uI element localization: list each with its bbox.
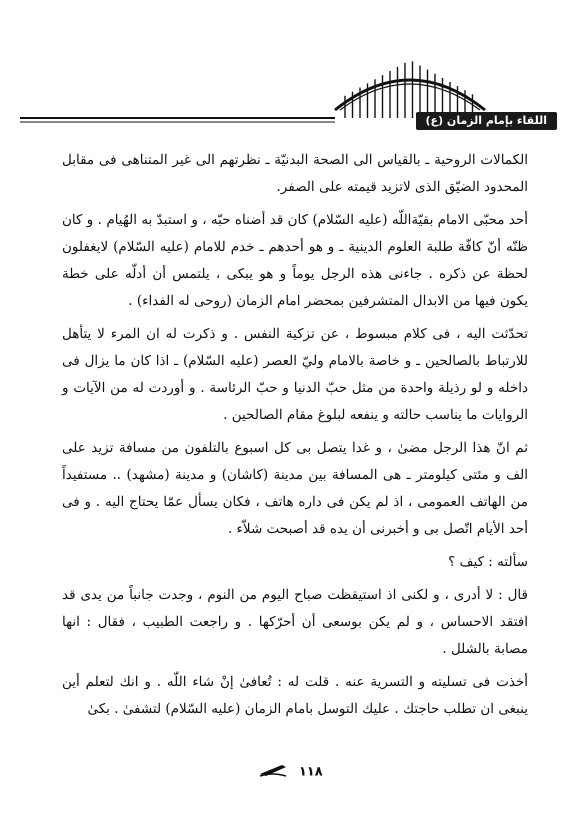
- paragraph-4: ثم انّ هذا الرجل مضىٰ ، و غدا يتصل بى كل اسبوع بالتلفون من مسافة تزيد على الف و مئتى كيلومتر ـ هى المسافة بين مدينة (كاشان) و مدينة (مشهد) .. مستفيداً من الهاتف العمومى ، اذ لم يكن فى داره هاتف ، فكان يسأل عمّا يحتاج اليه . و فى أحد الأيام اتّصل بى و أخبرنى أن يده قد أصبحت شلاّء .: [62, 440, 528, 537]
- paragraph-6: قال : لا أدرى ، و لكنى اذ استيقظت صباح اليوم من النوم ، وجدت جانباً من يدى قد افتقد الاحساس ، و لم يكن بوسعى أن أحرّكها . و راجعت الطبيب ، فقال : انها مصابة بالشلل .: [62, 587, 528, 657]
- running-header-title: اللقاء بإمام الزمان (ع): [416, 112, 557, 130]
- page-header: [0, 40, 581, 130]
- paragraph-2: أحد محبّى الامام بقيّةاللّه (عليه السّلام) كان قد أضناه حبّه ، و استبدّ به الهُيام . و كان ظنّه أنّ كافّة طلبة العلوم الدينية ـ و هو أحدهم ـ خدم للامام (عليه السّلام) لايغفلون لحظة عن ذكره . جاءنى هذه الرجل يوماً و هو يبكى ، يلتمس أن أدلّه على خطة يكون فيها من الابدال المتشرفين بمحضر امام الزمان (روحى له الفداء) .: [62, 212, 528, 309]
- quill-pen-icon: [258, 762, 288, 782]
- paragraph-1: الكمالات الروحية ـ بالقياس الى الصحة البدنيّة ـ نظرتهم الى غير المتناهى فى مقابل المحدود الضيّق الذى لاتزيد قيمته على الصفر.: [62, 152, 528, 195]
- paragraph-3: تحدّثت اليه ، فى كلام مبسوط ، عن تزكية النفس . و ذكرت له ان المرء لا يتأهل للارتباط بالصالحين ـ و خاصة بالامام وليّ العصر (عليه السّلام) ـ اذا كان ما يزال فى داخله و لو رذيلة واحدة من مثل حبّ الدنيا و حبّ الرئاسة . و أوردت له من الآيات و الروايات ما يناسب حالته و ينفعه لبلوغ مقام الصالحين .: [62, 326, 528, 423]
- page-number: ١١٨: [298, 764, 323, 780]
- paragraph-7: أخذت فى تسليته و التسرية عنه . قلت له : تُعافىٰ إنْ شاء اللّه . و انك لتعلم أين ينبغى ان تطلب حاجتك . عليك التوسل بامام الزمان (عليه السّلام) لتشفىٰ . بكىٰ: [62, 674, 528, 717]
- page-footer: [0, 762, 581, 786]
- paragraph-5: سألته : كيف ؟: [448, 554, 528, 570]
- page-body: [62, 147, 528, 729]
